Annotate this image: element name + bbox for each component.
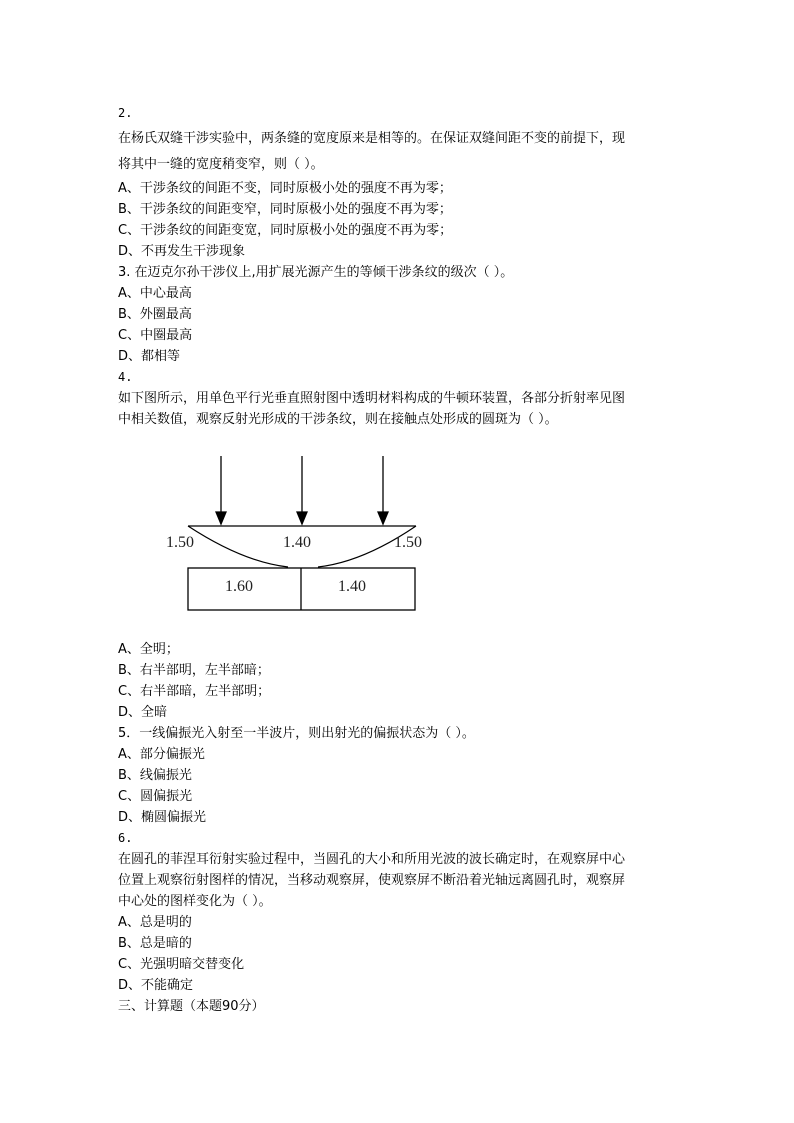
document-page — [118, 100, 678, 1017]
question-5-option-b: B、线偏振光 — [118, 768, 192, 783]
question-3-option-b: B、外圈最高 — [118, 307, 192, 322]
question-2-option-d: D、不再发生干涉现象 — [118, 244, 246, 259]
question-2-option-c: C、干涉条纹的间距变宽，同时原极小处的强度不再为零； — [118, 223, 453, 238]
question-3-option-c: C、中圈最高 — [118, 328, 193, 343]
question-2-option-a: A、干涉条纹的间距不变，同时原极小处的强度不再为零； — [118, 181, 452, 196]
question-5-option-a: A、部分偏振光 — [118, 747, 205, 762]
label-lens-left: 1.50 — [166, 534, 194, 551]
question-4-stem-line-1: 如下图所示，用单色平行光垂直照射图中透明材料构成的牛顿环装置，各部分折射率见图 — [118, 391, 626, 406]
question-6-stem-line-3: 中心处的图样变化为（ ）。 — [118, 894, 272, 909]
question-4-option-c: C、右半部暗，左半部明； — [118, 684, 271, 699]
section-heading: 三、计算题（本题90分） — [118, 999, 265, 1014]
question-6-option-c: C、光强明暗交替变化 — [118, 957, 245, 972]
question-5-option-d: D、椭圆偏振光 — [118, 810, 207, 825]
question-4-option-a: A、全明； — [118, 642, 179, 657]
question-4-stem-line-2: 中相关数值，观察反射光形成的干涉条纹，则在接触点处形成的圆斑为（ ）。 — [118, 412, 558, 427]
label-lens-right: 1.50 — [394, 534, 422, 551]
question-4-option-d: D、全暗 — [118, 705, 168, 720]
question-6-stem-line-1: 在圆孔的菲涅耳衍射实验过程中，当圆孔的大小和所用光波的波长确定时，在观察屏中心 — [118, 852, 626, 867]
question-3-stem: 3. 在迈克尔孙干涉仪上,用扩展光源产生的等倾干涉条纹的级次（ ）。 — [118, 265, 514, 280]
question-5-stem: 5．一线偏振光入射至一半波片，则出射光的偏振状态为（ ）。 — [118, 726, 475, 741]
question-6-option-b: B、总是暗的 — [118, 936, 192, 951]
question-4-option-b: B、右半部明，左半部暗； — [118, 663, 270, 678]
question-6-number: 6. — [118, 831, 133, 845]
newton-rings-diagram — [158, 444, 458, 639]
question-3-option-d: D、都相等 — [118, 349, 181, 364]
label-plate-right: 1.40 — [338, 578, 366, 595]
label-plate-left: 1.60 — [225, 578, 253, 595]
question-2-stem-line-2: 将其中一缝的宽度稍变窄，则（ ）。 — [118, 157, 324, 172]
question-6-option-d: D、不能确定 — [118, 978, 194, 993]
question-2-option-b: B、干涉条纹的间距变窄，同时原极小处的强度不再为零； — [118, 202, 452, 217]
label-gap-center: 1.40 — [283, 534, 311, 551]
question-2-stem-line-1: 在杨氏双缝干涉实验中，两条缝的宽度原来是相等的。在保证双缝间距不变的前提下，现 — [118, 131, 626, 146]
question-6-stem-line-2: 位置上观察衍射图样的情况，当移动观察屏，使观察屏不断沿着光轴远离圆孔时，观察屏 — [118, 873, 626, 888]
question-3-option-a: A、中心最高 — [118, 286, 192, 301]
question-6-option-a: A、总是明的 — [118, 915, 192, 930]
question-4-number: 4. — [118, 370, 133, 384]
question-5-option-c: C、圆偏振光 — [118, 789, 193, 804]
question-2-number: 2. — [118, 106, 133, 120]
